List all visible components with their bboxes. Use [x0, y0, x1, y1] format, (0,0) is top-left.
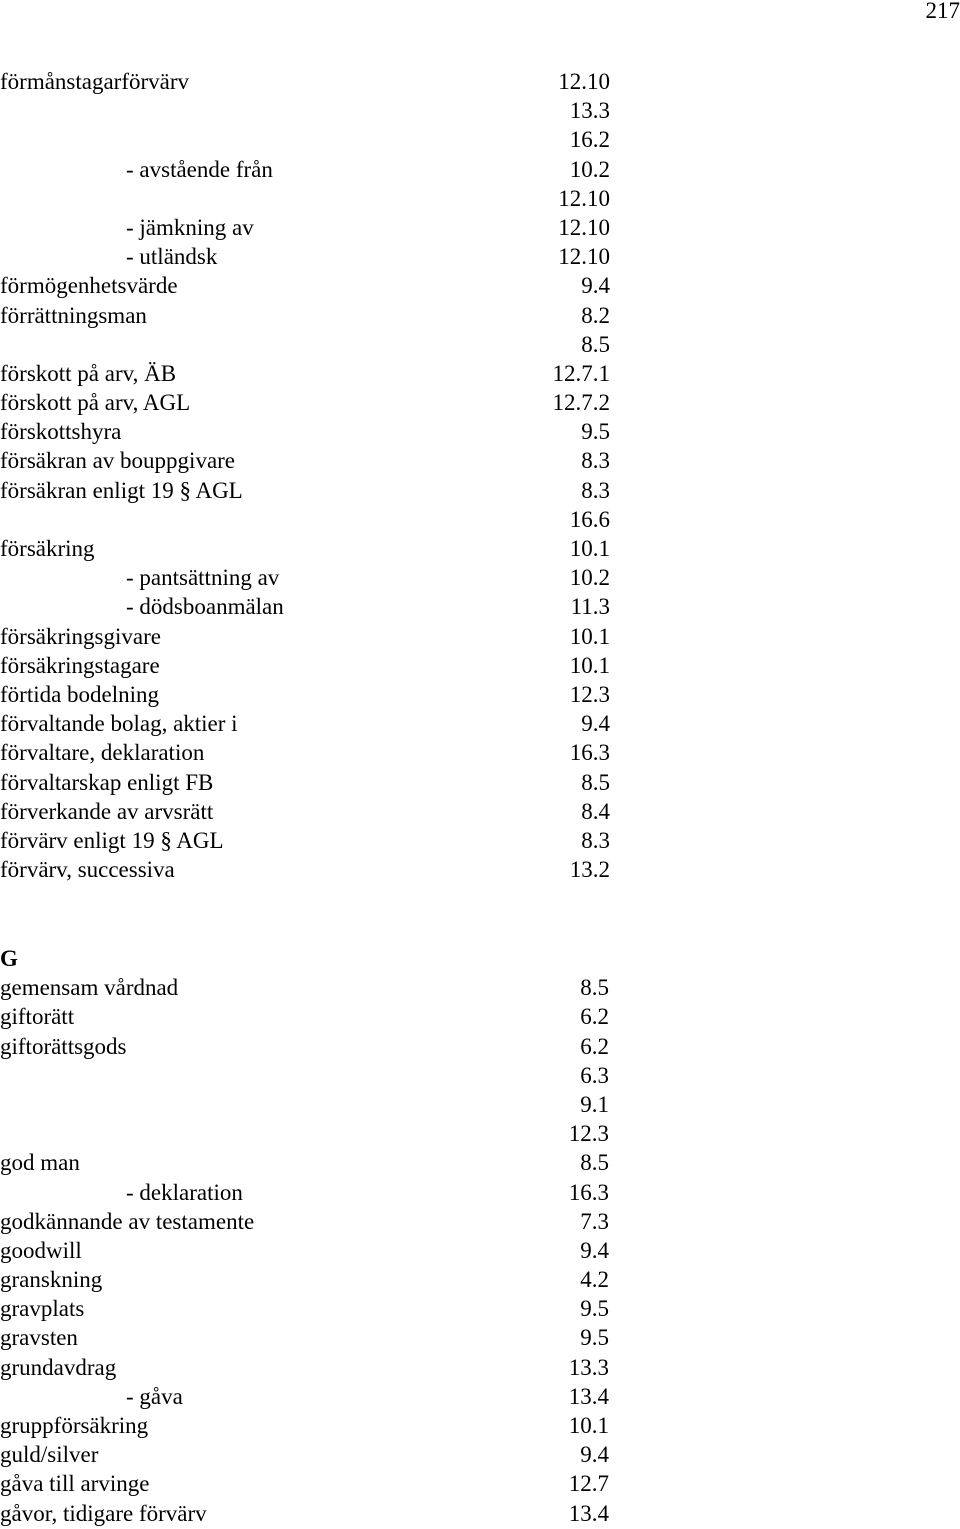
index-entry [0, 768, 620, 797]
index-term: - jämkning av [126, 214, 254, 240]
index-term: giftorättsgods [0, 1033, 127, 1059]
index-reference: 13.3 [568, 1354, 609, 1380]
index-entry [0, 1002, 620, 1031]
index-term: förskottshyra [0, 419, 122, 445]
index-entry [0, 1236, 620, 1265]
index-reference: 9.4 [580, 1237, 609, 1263]
index-subentry [0, 1382, 620, 1411]
index-term: - pantsättning av [126, 565, 280, 591]
index-reference: 9.5 [581, 419, 610, 445]
index-entry [0, 1353, 620, 1382]
index-reference: 12.7.1 [552, 360, 610, 386]
index-term: förskott på arv, AGL [0, 390, 191, 416]
index-reference: 12.10 [558, 214, 610, 240]
index-term: gravsten [0, 1325, 78, 1351]
index-entry [0, 738, 620, 767]
index-entry [0, 651, 620, 680]
index-term: god man [0, 1150, 80, 1176]
index-entries-g [0, 973, 620, 1528]
index-reference: 13.2 [569, 857, 610, 883]
index-reference: 6.2 [580, 1004, 609, 1030]
index-term: förverkande av arvsrätt [0, 798, 214, 824]
index-term: granskning [0, 1267, 103, 1293]
index-reference: 10.1 [569, 536, 610, 561]
index-reference: 10.1 [568, 1413, 609, 1438]
index-entry [0, 797, 620, 826]
index-entry [0, 476, 620, 505]
index-entry [0, 67, 620, 96]
index-entry [0, 1411, 620, 1440]
index-reference: 12.3 [569, 681, 610, 707]
index-entry [0, 1440, 620, 1469]
index-reference: 9.4 [581, 273, 610, 299]
index-reference: 12.7 [568, 1471, 609, 1497]
index-term: förmånstagarförvärv [0, 69, 190, 94]
index-entry [0, 388, 620, 417]
index-term: - avstående från [126, 156, 273, 182]
index-term: förtida bodelning [0, 681, 160, 707]
index-entry [0, 446, 620, 475]
index-entry [0, 1207, 620, 1236]
index-subentry [0, 563, 620, 592]
index-reference: 8.5 [580, 975, 609, 1001]
index-reference: 8.2 [581, 302, 610, 328]
index-continuation [0, 1090, 620, 1119]
index-reference: 12.10 [558, 185, 610, 211]
index-reference: 10.2 [569, 565, 610, 591]
index-continuation [0, 505, 620, 534]
index-term: försäkran av bouppgivare [0, 448, 236, 474]
index-term: förvaltare, deklaration [0, 740, 205, 766]
index-term: gemensam vårdnad [0, 975, 179, 1001]
index-section-f [0, 67, 620, 884]
index-subentry [0, 242, 620, 271]
index-continuation [0, 125, 620, 154]
index-entry [0, 1469, 620, 1498]
index-term: försäkringstagare [0, 652, 160, 678]
index-entry [0, 855, 620, 884]
index-reference: 12.10 [558, 244, 610, 270]
index-reference: 16.3 [569, 740, 610, 766]
index-reference: 8.3 [581, 448, 610, 474]
index-term: gravplats [0, 1296, 85, 1322]
index-term: godkännande av testamente [0, 1208, 255, 1234]
index-term: - deklaration [126, 1179, 243, 1205]
index-reference: 13.3 [569, 98, 610, 124]
index-reference: 9.4 [581, 711, 610, 737]
index-term: giftorätt [0, 1004, 75, 1030]
index-reference: 8.3 [581, 477, 610, 503]
index-term: gruppförsäkring [0, 1413, 149, 1438]
index-reference: 13.4 [568, 1500, 609, 1526]
index-section-g [0, 944, 620, 1528]
index-entry [0, 1323, 620, 1352]
index-term: försäkran enligt 19 § AGL [0, 477, 243, 503]
index-term: försäkringsgivare [0, 623, 161, 649]
index-term: förvärv, successiva [0, 857, 175, 883]
index-continuation [0, 184, 620, 213]
index-reference: 11.3 [570, 594, 610, 620]
index-reference: 10.1 [569, 652, 610, 678]
index-entry [0, 359, 620, 388]
index-reference: 9.5 [580, 1296, 609, 1322]
index-reference: 16.2 [569, 127, 610, 153]
index-reference: 16.6 [569, 506, 610, 532]
index-entry [0, 534, 620, 563]
index-continuation [0, 330, 620, 359]
index-term: - utländsk [126, 244, 218, 270]
index-reference: 6.2 [580, 1033, 609, 1059]
index-entry [0, 271, 620, 300]
index-entry [0, 709, 620, 738]
index-entry [0, 1265, 620, 1294]
index-term: förrättningsman [0, 302, 147, 328]
index-continuation [0, 96, 620, 125]
index-term: guld/silver [0, 1442, 99, 1468]
index-reference: 9.5 [580, 1325, 609, 1351]
index-term: förvärv enligt 19 § AGL [0, 827, 224, 853]
index-term: förmögenhetsvärde [0, 273, 178, 299]
index-continuation [0, 1119, 620, 1148]
index-entry [0, 680, 620, 709]
page-number: 217 [925, 0, 960, 23]
index-term: goodwill [0, 1237, 82, 1263]
index-subentry [0, 592, 620, 621]
index-term: - gåva [126, 1383, 183, 1409]
index-reference: 9.4 [580, 1442, 609, 1468]
index-entry [0, 1499, 620, 1528]
index-reference: 8.5 [580, 1150, 609, 1176]
index-term: grundavdrag [0, 1354, 117, 1380]
index-reference: 8.4 [581, 798, 610, 824]
index-term: gåva till arvinge [0, 1471, 150, 1497]
index-term: - dödsboanmälan [126, 594, 284, 620]
index-reference: 10.1 [569, 623, 610, 649]
index-term: förvaltande bolag, aktier i [0, 711, 238, 737]
index-entry [0, 301, 620, 330]
index-reference: 10.2 [569, 156, 610, 182]
index-term: förvaltarskap enligt FB [0, 769, 214, 795]
index-reference: 12.7.2 [552, 390, 610, 416]
index-term: förskott på arv, ÄB [0, 360, 177, 386]
index-entry [0, 417, 620, 446]
index-entry [0, 1148, 620, 1177]
index-reference: 12.10 [558, 69, 610, 94]
index-entry [0, 1032, 620, 1061]
index-subentry [0, 155, 620, 184]
index-reference: 7.3 [580, 1208, 609, 1234]
index-reference: 16.3 [568, 1179, 609, 1205]
index-subentry [0, 213, 620, 242]
index-term: försäkring [0, 536, 95, 561]
index-continuation [0, 1061, 620, 1090]
index-entry [0, 973, 620, 1002]
index-reference: 8.5 [581, 769, 610, 795]
index-reference: 13.4 [568, 1383, 609, 1409]
index-term: gåvor, tidigare förvärv [0, 1500, 207, 1526]
index-reference: 8.3 [581, 827, 610, 853]
index-subentry [0, 1178, 620, 1207]
index-reference: 6.3 [580, 1062, 609, 1088]
index-entry [0, 1294, 620, 1323]
index-reference: 9.1 [580, 1091, 609, 1117]
index-entry [0, 826, 620, 855]
index-reference: 4.2 [580, 1267, 609, 1293]
index-entry [0, 622, 620, 651]
index-reference: 8.5 [581, 331, 610, 357]
section-heading-g: G [0, 946, 18, 971]
index-reference: 12.3 [568, 1121, 609, 1147]
